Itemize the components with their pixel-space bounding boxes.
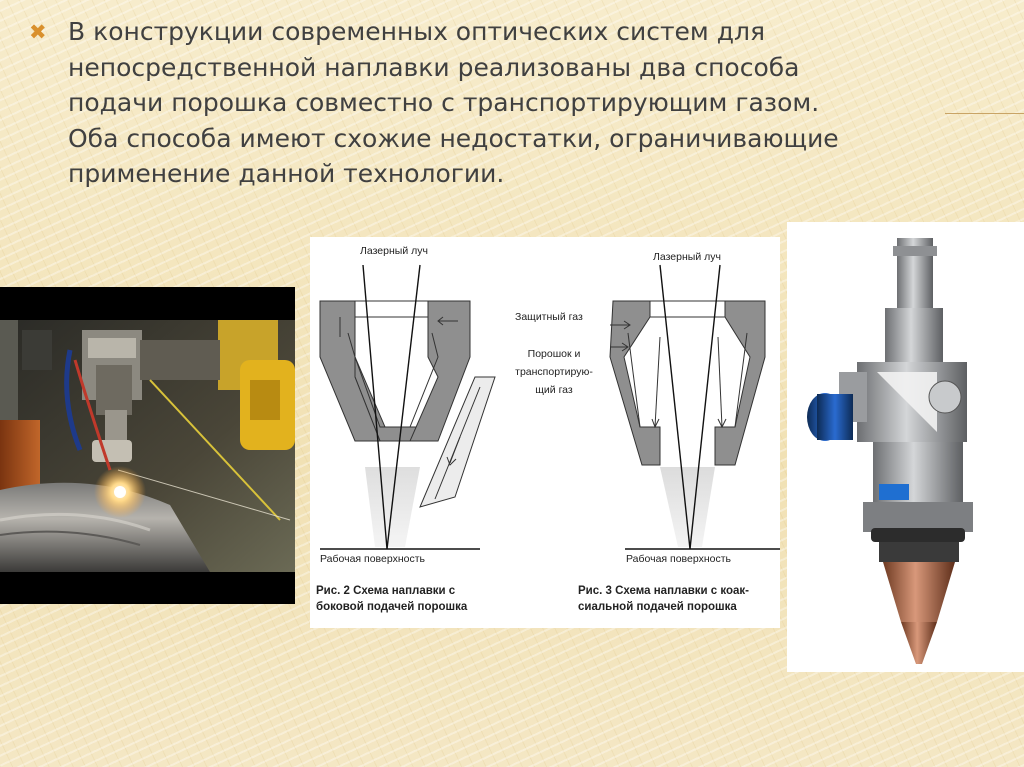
welding-photo-image — [0, 320, 295, 572]
laser-cladding-head-photo — [787, 222, 1024, 672]
label-line: Порошок и — [527, 348, 581, 360]
nozzle-schemes-figure — [310, 237, 780, 628]
laser-head-image — [787, 222, 1024, 672]
text-line: подачи порошка совместно с транспортирующим газом. — [68, 88, 820, 117]
nozzle-schemes-drawing — [310, 237, 780, 628]
figure-2-caption — [316, 583, 467, 615]
caption-line: боковой подачей порошка — [316, 601, 468, 613]
caption-line: сиальной подачей порошка — [578, 601, 737, 613]
text-line: непосредственной наплавки реализованы два способа — [68, 52, 800, 82]
coaxial-feed-scheme — [610, 265, 780, 549]
caption-line: Рис. 3 Схема наплавки с коак- — [578, 585, 750, 597]
text-line: В конструкции современных оптических систем для — [68, 17, 766, 46]
label-line: щий газ — [535, 384, 573, 396]
x-mark-bullet-icon: ✖ — [29, 20, 47, 44]
working-surface-label-fig2: Рабочая поверхность — [320, 553, 425, 565]
text-line: Оба способа имеют схожие недостатки, ограничивающие — [68, 123, 839, 153]
text-line: применение данной технологии. — [68, 159, 505, 188]
working-surface-label-fig3: Рабочая поверхность — [626, 553, 731, 565]
side-feed-scheme — [320, 265, 495, 549]
figure-3-caption — [578, 583, 749, 615]
shield-gas-label: Защитный газ — [515, 311, 583, 323]
caption-line: Рис. 2 Схема наплавки с — [316, 585, 456, 597]
welding-process-photo — [0, 287, 295, 604]
powder-and-gas-label — [507, 345, 601, 399]
slide-bullet-text — [68, 14, 998, 192]
label-line: транспортирую- — [515, 366, 593, 378]
laser-beam-label-fig2: Лазерный луч — [360, 245, 428, 257]
laser-beam-label-fig3: Лазерный луч — [653, 251, 721, 263]
